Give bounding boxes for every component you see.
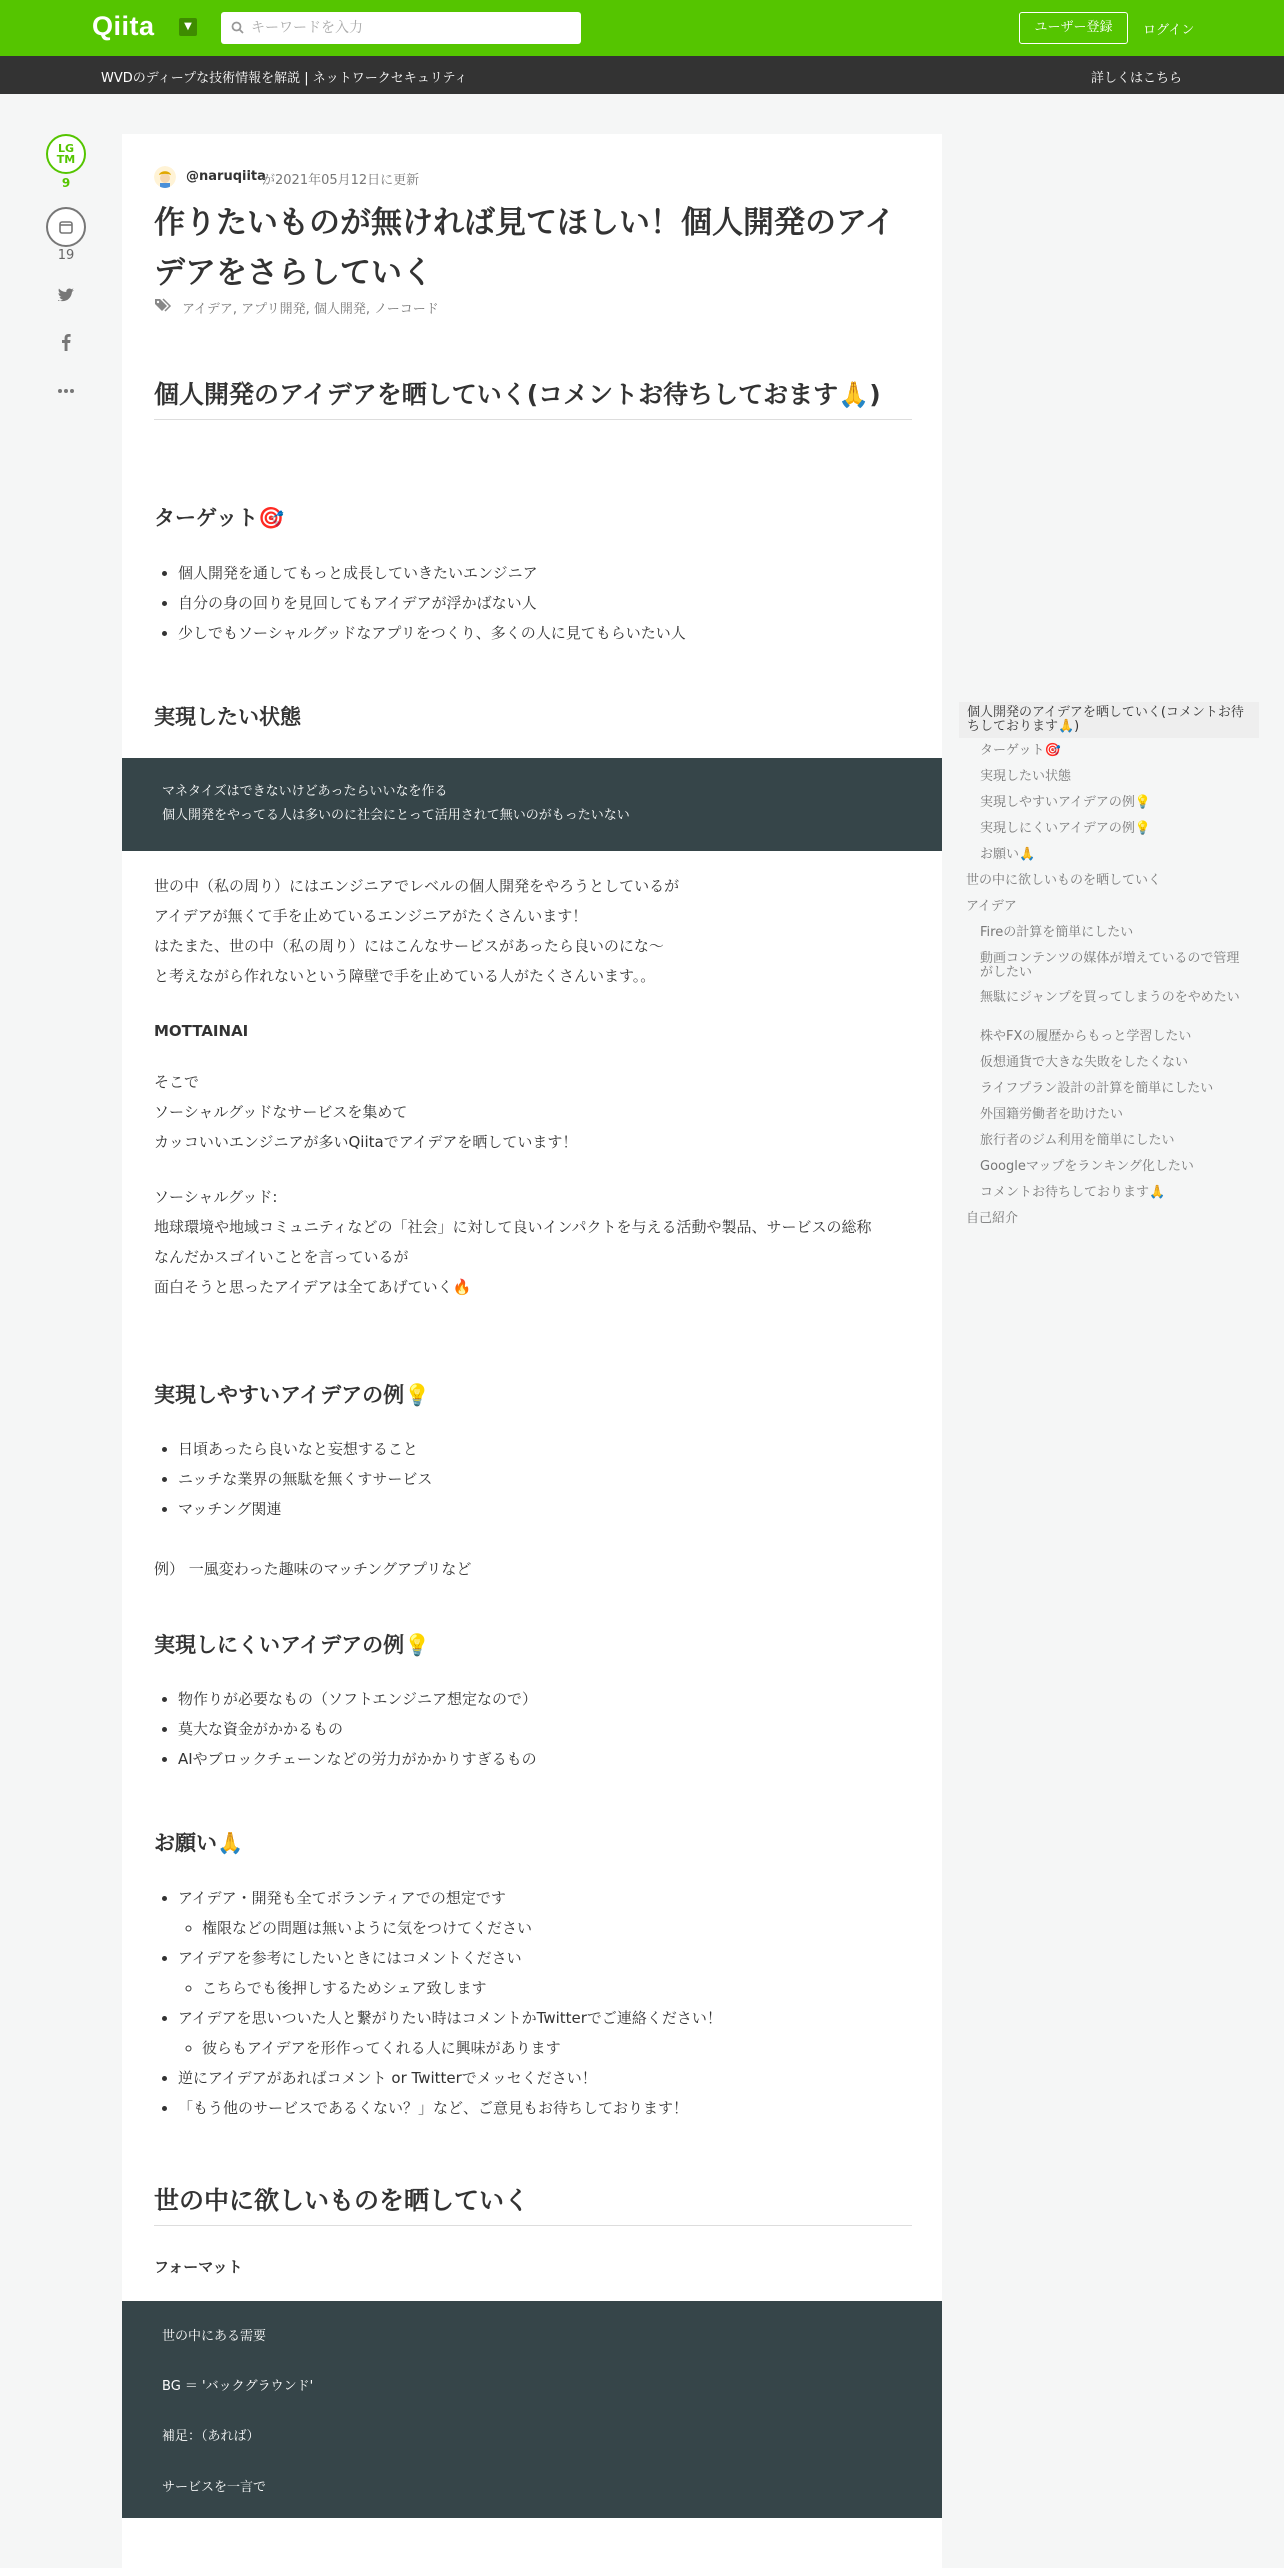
toc-item[interactable]: Googleマップをランキング化したい xyxy=(980,1159,1194,1174)
lgtm-button[interactable] xyxy=(46,134,86,174)
qiita-logo[interactable]: Qiita xyxy=(92,11,155,41)
list-subitem: ◦ 権限などの問題は無いように気をつけてください xyxy=(202,1913,918,1943)
tag-list[interactable]: アイデア, アプリ開発, 個人開発, ノーコード xyxy=(182,302,439,317)
lgtm-label-line1: LG xyxy=(57,142,75,155)
toc-item[interactable]: 実現したい状態 xyxy=(980,769,1072,784)
paragraph xyxy=(154,1067,914,1157)
text-line: アイデアが無くて手を止めているエンジニアがたくさんいます！ xyxy=(154,907,588,925)
easy-ideas-list xyxy=(178,1434,918,1524)
search-icon xyxy=(231,21,244,34)
heading-target: ターゲット🎯 xyxy=(154,506,285,530)
list-item: • AIやブロックチェーンなどの労力がかかりすぎるもの xyxy=(178,1744,918,1774)
text-line: 地球環境や地域コミュニティなどの「社会」に対して良いインパクトを与える活動や製品、サービスの総称 xyxy=(154,1218,872,1236)
toc-item[interactable]: コメントお待ちしております🙏 xyxy=(980,1185,1166,1200)
request-list xyxy=(178,1883,918,2123)
text-line: はたまた、世の中（私の周り）にはこんなサービスがあったら良いのにな〜 xyxy=(154,937,664,955)
target-list xyxy=(178,558,918,648)
list-item: • アイデアを思いついた人と繋がりたい時はコメントかTwitterでご連絡ください！ xyxy=(178,2003,918,2033)
updated-date: が2021年05月12日に更新 xyxy=(262,173,420,188)
heading-state: 実現したい状態 xyxy=(154,705,301,729)
sponsor-title[interactable]: WVDのディープな技術情報を解説 | ネットワークセキュリティ xyxy=(101,71,468,86)
text-line: 面白そうと思ったアイデアは全てあげていく🔥 xyxy=(154,1278,472,1296)
stock-button[interactable] xyxy=(46,207,86,247)
toc-item[interactable]: ターゲット🎯 xyxy=(980,743,1061,758)
more-options-icon[interactable] xyxy=(54,379,78,403)
toc-item[interactable]: 個人開発のアイデアを晒していく(コメントお待ちしております🙏) xyxy=(959,702,1259,738)
author-name[interactable]: @naruqiita xyxy=(186,169,266,184)
text-line: カッコいいエンジニアが多いQiitaでアイデアを晒しています！ xyxy=(154,1133,578,1151)
code-line: サービスを一言で xyxy=(162,2480,267,2495)
sponsor-link[interactable]: 詳しくはこちら xyxy=(1091,71,1183,86)
list-item: • 個人開発を通してもっと成長していきたいエンジニア xyxy=(178,558,918,588)
stock-folder-icon xyxy=(58,219,74,235)
list-subitem: ◦ こちらでも後押しするためシェア致します xyxy=(202,1973,918,2003)
toc-item[interactable]: 旅行者のジム利用を簡単にしたい xyxy=(980,1133,1175,1148)
toc-item[interactable]: 自己紹介 xyxy=(966,1211,1019,1226)
text-line: なんだかスゴイいことを言っているが xyxy=(154,1248,409,1266)
search-input[interactable] xyxy=(251,12,571,44)
toc-item[interactable]: 外国籍労働者を助けたい xyxy=(980,1107,1124,1122)
list-subitem: ◦ 彼らもアイデアを形作ってくれる人に興味があります xyxy=(202,2033,918,2063)
toc-item[interactable]: Fireの計算を簡単にしたい xyxy=(980,925,1134,940)
search-box[interactable] xyxy=(221,12,581,44)
hard-ideas-list xyxy=(178,1684,918,1774)
paragraph xyxy=(154,1182,914,1302)
author-avatar[interactable] xyxy=(154,166,176,188)
toc-item[interactable]: 動画コンテンツの媒体が増えているので管理がしたい xyxy=(980,951,1240,980)
text-line: 世の中（私の周り）にはエンジニアでレベルの個人開発をやろうとしているが xyxy=(154,877,680,895)
list-item: • アイデアを参考にしたいときにはコメントください xyxy=(178,1943,918,1973)
top-navbar xyxy=(0,0,1284,56)
code-line: 補足：（あれば） xyxy=(162,2429,260,2444)
heading-wants: 世の中に欲しいものを晒していく xyxy=(154,2180,912,2226)
heading-request: お願い🙏 xyxy=(154,1831,244,1855)
toc-item[interactable]: 実現しやすいアイデアの例💡 xyxy=(980,795,1152,810)
format-codeblock xyxy=(122,2301,942,2518)
text-line: そこで xyxy=(154,1073,200,1091)
toc-item[interactable]: 株やFXの履歴からもっと学習したい xyxy=(980,1029,1192,1044)
signup-button[interactable]: ユーザー登録 xyxy=(1019,12,1128,44)
list-item: • 「もう他のサービスであるくない？」など、ご意見もお待ちしております！ xyxy=(178,2093,918,2123)
code-line: 個人開発をやってる人は多いのに社会にとって活用されて無いのがもったいない xyxy=(162,808,630,823)
toc-item[interactable]: ライフプラン設計の計算を簡単にしたい xyxy=(980,1081,1214,1096)
list-item: • アイデア・開発も全てボランティアでの想定です xyxy=(178,1883,918,1913)
facebook-share-icon[interactable] xyxy=(54,330,78,354)
lgtm-label-line2: TM xyxy=(56,153,76,166)
list-item: • ニッチな業界の無駄を無くすサービス xyxy=(178,1464,918,1494)
heading-intro: 個人開発のアイデアを晒していく(コメントお待ちしておます🙏) xyxy=(154,374,912,420)
heading-easy-ideas: 実現しやすいアイデアの例💡 xyxy=(154,1383,431,1407)
login-link[interactable]: ログイン xyxy=(1143,23,1195,38)
list-item: • 逆にアイデアがあればコメント or Twitterでメッセください！ xyxy=(178,2063,918,2093)
state-codeblock xyxy=(122,758,942,851)
text-line: と考えながら作れないという障壁で手を止めている人がたくさんいます。。 xyxy=(154,967,656,985)
heading-hard-ideas: 実現しにくいアイデアの例💡 xyxy=(154,1633,431,1657)
mottainai-text: MOTTAINAI xyxy=(154,1022,249,1040)
article-title: 作りたいものが無ければ見てほしい！個人開発のアイデアをさらしていく xyxy=(154,205,896,291)
toc-item[interactable]: 無駄にジャンプを買ってしまうのをやめたい xyxy=(980,990,1240,1005)
toc-item[interactable]: 仮想通貨で大きな失敗をしたくない xyxy=(980,1055,1189,1070)
code-line: 世の中にある需要 xyxy=(162,2329,267,2344)
lgtm-count: 9 xyxy=(61,176,71,190)
code-line: BG ＝ 'バックグラウンド' xyxy=(162,2379,314,2394)
toc-item[interactable]: アイデア xyxy=(966,899,1017,914)
list-item: • 自分の身の回りを見回してもアイデアが浮かばない人 xyxy=(178,588,918,618)
easy-example: 例） 一風変わった趣味のマッチングアプリなど xyxy=(154,1560,472,1578)
list-item: • マッチング関連 xyxy=(178,1494,918,1524)
list-item: • 少しでもソーシャルグッドなアプリをつくり、多くの人に見てもらいたい人 xyxy=(178,618,918,648)
text-line: ソーシャルグッド: xyxy=(154,1188,278,1206)
paragraph xyxy=(154,871,914,991)
tag-icon xyxy=(154,297,174,313)
twitter-share-icon[interactable] xyxy=(54,283,78,307)
stock-count: 19 xyxy=(57,248,75,263)
text-line: ソーシャルグッドなサービスを集めて xyxy=(154,1103,408,1121)
format-label: フォーマット xyxy=(154,2258,243,2276)
sponsor-bar xyxy=(0,56,1284,94)
code-line: マネタイズはできないけどあったらいいなを作る xyxy=(162,784,448,799)
logo-dropdown-icon[interactable]: ▼ xyxy=(179,18,197,36)
list-item: • 日頃あったら良いなと妄想すること xyxy=(178,1434,918,1464)
article-body xyxy=(122,134,942,2568)
list-item: • 莫大な資金がかかるもの xyxy=(178,1714,918,1744)
toc-item[interactable]: 世の中に欲しいものを晒していく xyxy=(966,873,1162,888)
toc-item[interactable]: 実現しにくいアイデアの例💡 xyxy=(980,821,1152,836)
list-item: • 物作りが必要なもの（ソフトエンジニア想定なので） xyxy=(178,1684,918,1714)
toc-item[interactable]: お願い🙏 xyxy=(980,847,1036,862)
